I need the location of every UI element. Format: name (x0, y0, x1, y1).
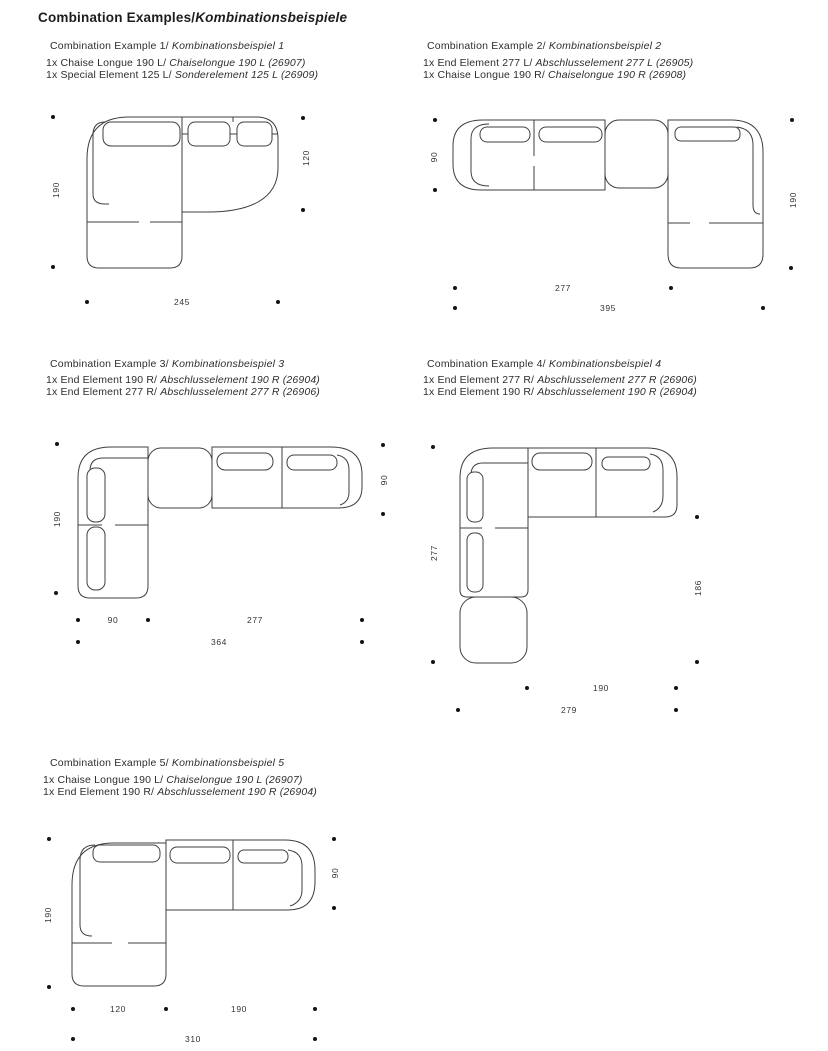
dim-label-b1: 90 (107, 615, 119, 625)
dim-label-left: 190 (51, 182, 61, 198)
dimension-marker (332, 837, 336, 841)
dim-label-total: 395 (600, 303, 616, 313)
back-cushion (532, 453, 592, 470)
dimension-marker (301, 116, 305, 120)
back-cushion (188, 122, 230, 146)
dimension-marker (453, 286, 457, 290)
page-title (38, 10, 347, 25)
back-cushion (87, 527, 105, 590)
dimension-marker (85, 300, 89, 304)
dimension-marker (146, 618, 150, 622)
back-cushion (480, 127, 530, 142)
back-cushion (238, 850, 288, 863)
dimension-marker (525, 686, 529, 690)
dimension-marker (76, 618, 80, 622)
dimension-marker (55, 442, 59, 446)
dim-label-left: 190 (52, 511, 62, 527)
armrest-line (337, 455, 349, 505)
armrest-line (288, 850, 302, 906)
dimension-marker (695, 660, 699, 664)
dim-label-right: 90 (330, 867, 340, 879)
component-line: 1x End Element 277 R/ Abschlusselement 277 R (26906) (46, 385, 320, 398)
dimension-marker (674, 686, 678, 690)
dimension-marker (51, 115, 55, 119)
dimension-marker (456, 708, 460, 712)
combination-diagram-3 (45, 430, 400, 660)
back-cushion (539, 127, 602, 142)
dimension-marker (433, 118, 437, 122)
example-3-items (46, 375, 320, 399)
dimension-marker (54, 591, 58, 595)
dimension-marker (453, 306, 457, 310)
page-title-en: Combination Examples/ (38, 10, 196, 25)
dimension-marker (761, 306, 765, 310)
sofa-outline-chaise (72, 843, 166, 986)
component-line: 1x End Element 190 R/ Abschlusselement 190 R (26904) (46, 374, 320, 386)
dimension-marker (433, 188, 437, 192)
dimension-marker (313, 1007, 317, 1011)
heading-en: Combination Example 1/ (50, 40, 172, 52)
dimension-marker (381, 443, 385, 447)
end-ottoman-element (460, 597, 527, 663)
dimension-marker (164, 1007, 168, 1011)
dimension-marker (76, 640, 80, 644)
back-cushion (237, 122, 272, 146)
example-5-items (43, 775, 317, 799)
dimension-marker (313, 1037, 317, 1041)
component-line: 1x Chaise Longue 190 R/ Chaiselongue 190 R (26908) (423, 68, 687, 81)
dimension-marker (47, 837, 51, 841)
dimension-marker (47, 985, 51, 989)
dimension-marker (431, 445, 435, 449)
component-line: 1x End Element 190 R/ Abschlusselement 190 R (26904) (43, 785, 317, 798)
combination-diagram-2 (425, 108, 800, 315)
page-title-de: Kombinationsbeispiele (195, 10, 348, 25)
dim-label-b2: 190 (231, 1004, 247, 1014)
example-5-heading (50, 757, 284, 769)
dimension-marker (276, 300, 280, 304)
combination-diagram-1 (45, 108, 315, 312)
dimension-marker (674, 708, 678, 712)
component-line: 1x End Element 277 L/ Abschlusselement 277 L (26905) (423, 57, 694, 69)
armrest-line (80, 845, 95, 936)
dimension-marker (381, 512, 385, 516)
dim-label-b1: 190 (593, 683, 609, 693)
example-1-heading (50, 40, 284, 52)
dim-label-right: 190 (788, 192, 798, 208)
example-2-items (423, 58, 693, 82)
heading-de: Kombinationsbeispiel 4 (548, 358, 662, 370)
heading-en: Combination Example 2/ (427, 40, 549, 52)
back-cushion (93, 845, 160, 862)
dimension-marker (790, 118, 794, 122)
dimension-marker (669, 286, 673, 290)
heading-de: Kombinationsbeispiel 3 (171, 358, 285, 370)
dim-label-left: 277 (429, 545, 439, 561)
back-cushion (170, 847, 230, 863)
dimension-marker (71, 1007, 75, 1011)
component-line: 1x Chaise Longue 190 L/ Chaiselongue 190 L (26907) (43, 774, 303, 786)
back-cushion (217, 453, 273, 470)
heading-en: Combination Example 5/ (50, 757, 172, 769)
dim-label-total: 310 (185, 1034, 201, 1044)
armrest-line (737, 127, 760, 214)
dimension-marker (789, 266, 793, 270)
back-cushion (103, 122, 180, 146)
heading-de: Kombinationsbeispiel 5 (171, 757, 285, 769)
dim-label-right: 120 (301, 150, 311, 166)
back-cushion (467, 472, 483, 522)
corner-element (605, 120, 668, 188)
example-1-items (46, 58, 318, 82)
corner-element (148, 448, 212, 508)
dim-label-total: 364 (211, 637, 227, 647)
dim-label-b1: 120 (110, 1004, 126, 1014)
back-cushion (467, 533, 483, 592)
example-4-heading (427, 358, 661, 370)
dimension-marker (360, 640, 364, 644)
combination-diagram-4 (425, 440, 710, 715)
sofa-outline-chaise (668, 120, 763, 268)
dim-label-left: 90 (429, 151, 439, 163)
dimension-marker (695, 515, 699, 519)
dim-label-total: 279 (561, 705, 577, 715)
dimension-marker (301, 208, 305, 212)
back-cushion (602, 457, 650, 470)
dim-label-total: 245 (174, 297, 190, 307)
dimension-marker (431, 660, 435, 664)
example-3-heading (50, 358, 284, 370)
combination-diagram-5 (40, 830, 345, 1050)
dim-label-b2: 277 (247, 615, 263, 625)
dim-label-b1: 277 (555, 283, 571, 293)
dimension-marker (332, 906, 336, 910)
component-line: 1x End Element 277 R/ Abschlusselement 277 R (26906) (423, 374, 697, 386)
component-line: 1x Special Element 125 L/ Sonderelement 125 L (26909) (46, 68, 319, 81)
example-2-heading (427, 40, 661, 52)
back-cushion (675, 127, 740, 141)
dimension-marker (360, 618, 364, 622)
dimension-marker (51, 265, 55, 269)
heading-en: Combination Example 4/ (427, 358, 549, 370)
dim-label-right: 186 (693, 580, 703, 596)
example-4-items (423, 375, 697, 399)
heading-en: Combination Example 3/ (50, 358, 172, 370)
heading-de: Kombinationsbeispiel 1 (171, 40, 285, 52)
dim-label-left: 190 (43, 907, 53, 923)
dimension-marker (71, 1037, 75, 1041)
dim-label-right: 90 (379, 474, 389, 486)
back-cushion (287, 455, 337, 470)
back-cushion (87, 468, 105, 522)
armrest-line (650, 454, 663, 512)
component-line: 1x End Element 190 R/ Abschlusselement 190 R (26904) (423, 385, 697, 398)
heading-de: Kombinationsbeispiel 2 (548, 40, 662, 52)
component-line: 1x Chaise Longue 190 L/ Chaiselongue 190 L (26907) (46, 57, 306, 69)
